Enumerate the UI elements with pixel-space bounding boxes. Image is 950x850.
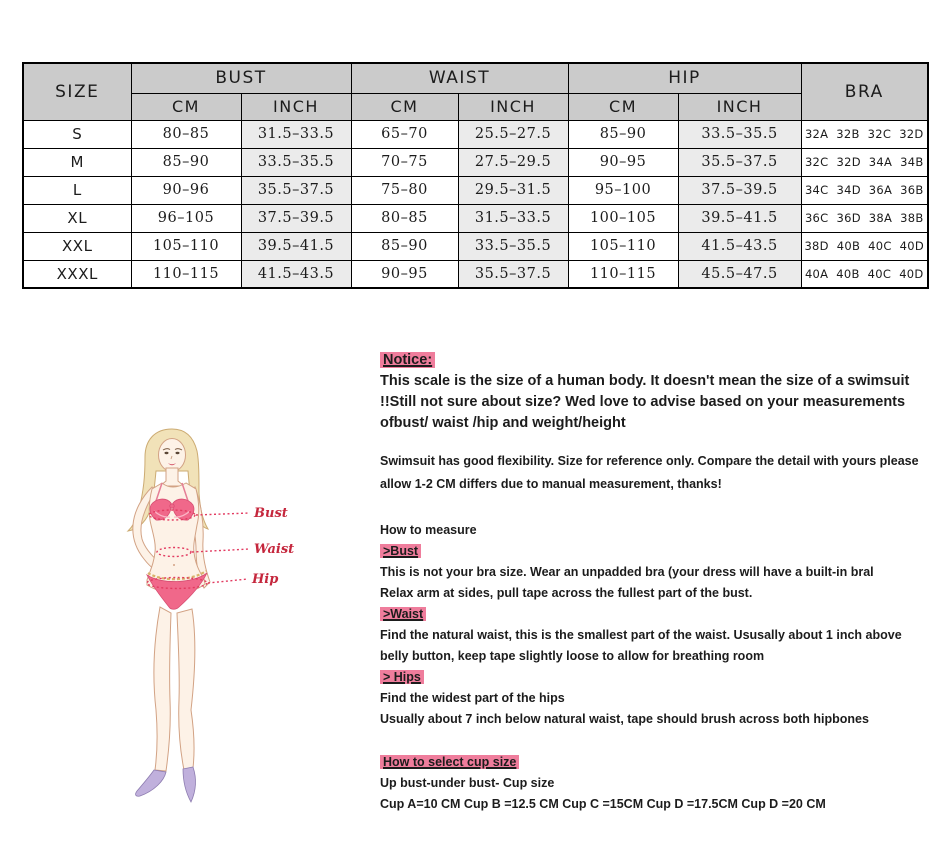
hips-instruction-line1: Find the widest part of the hips: [380, 691, 565, 705]
measurement-figure: [100, 425, 350, 820]
cell-bust-inch: 33.5–35.5: [241, 148, 351, 176]
cell-hip-inch: 33.5–35.5: [678, 120, 801, 148]
cell-waist-inch: 29.5–31.5: [458, 176, 568, 204]
header-waist: WAIST: [351, 63, 568, 93]
header-hip-cm: CM: [568, 93, 678, 120]
cell-hip-inch: 39.5–41.5: [678, 204, 801, 232]
figure-waist-label: Waist: [254, 542, 295, 557]
hips-instruction-line2: Usually about 7 inch below natural waist, tape should brush across both hipbones: [380, 712, 869, 726]
cell-bra: 32C 32D 34A 34B: [801, 148, 928, 176]
left-shoe: [136, 770, 166, 796]
header-bust: BUST: [131, 63, 351, 93]
cell-bust-cm: 85–90: [131, 148, 241, 176]
cell-waist-cm: 65–70: [351, 120, 458, 148]
flexibility-note: Swimsuit has good flexibility. Size for reference only. Compare the detail with yours please allow 1-2 CM differs due to manual measurement, thanks!: [380, 454, 919, 491]
table-row-m: [23, 148, 928, 176]
figure-left-leg: [154, 607, 171, 771]
cell-size: XXL: [23, 232, 131, 260]
cell-bra: 32A 32B 32C 32D: [801, 120, 928, 148]
bust-leader-line: [196, 513, 250, 515]
cell-waist-inch: 27.5–29.5: [458, 148, 568, 176]
cell-bust-inch: 41.5–43.5: [241, 260, 351, 288]
waist-heading: >Waist: [380, 607, 426, 621]
waist-instruction-line2: belly button, keep tape slightly loose to allow for breathing room: [380, 649, 765, 663]
bust-heading: >Bust: [380, 544, 421, 558]
figure-hip-label: Hip: [252, 572, 279, 587]
cell-bust-inch: 35.5–37.5: [241, 176, 351, 204]
header-size: SIZE: [23, 63, 131, 120]
cell-bra: 34C 34D 36A 36B: [801, 176, 928, 204]
cell-size: XL: [23, 204, 131, 232]
cell-hip-inch: 37.5–39.5: [678, 176, 801, 204]
table-header-row-groups: [23, 63, 928, 93]
cup-title-line: [380, 752, 932, 773]
cell-bust-cm: 80–85: [131, 120, 241, 148]
cell-bra: 40A 40B 40C 40D: [801, 260, 928, 288]
bust-instruction-line1: This is not your bra size. Wear an unpadded bra (your dress will have a built-in bral: [380, 565, 874, 579]
figure-right-leg: [177, 609, 195, 770]
cell-waist-inch: 33.5–35.5: [458, 232, 568, 260]
cell-bust-cm: 105–110: [131, 232, 241, 260]
cell-hip-inch: 41.5–43.5: [678, 232, 801, 260]
bust-instruction-line2: Relax arm at sides, pull tape across the fullest part of the bust.: [380, 586, 753, 600]
figure-head: [159, 439, 186, 472]
cell-hip-cm: 85–90: [568, 120, 678, 148]
cell-hip-cm: 105–110: [568, 232, 678, 260]
cell-hip-cm: 95–100: [568, 176, 678, 204]
hips-heading: > Hips: [380, 670, 424, 684]
cell-size: S: [23, 120, 131, 148]
waist-heading-line: [380, 604, 932, 625]
right-shoe: [183, 767, 195, 802]
cell-waist-inch: 25.5–27.5: [458, 120, 568, 148]
cell-hip-cm: 100–105: [568, 204, 678, 232]
cell-hip-inch: 45.5–47.5: [678, 260, 801, 288]
hip-leader-line: [208, 579, 248, 583]
waist-instruction-line1: Find the natural waist, this is the smallest part of the waist. Ususally about 1 inch above: [380, 628, 902, 642]
cell-size: M: [23, 148, 131, 176]
info-panel: [380, 350, 932, 815]
table-header-row-units: [23, 93, 928, 120]
table-row-xxl: [23, 232, 928, 260]
figure-illustration: [100, 425, 350, 820]
header-waist-cm: CM: [351, 93, 458, 120]
header-hip-inch: INCH: [678, 93, 801, 120]
size-chart-table: [22, 62, 929, 289]
cell-size: XXXL: [23, 260, 131, 288]
cell-bra: 38D 40B 40C 40D: [801, 232, 928, 260]
cell-bust-cm: 90–96: [131, 176, 241, 204]
cell-hip-cm: 90–95: [568, 148, 678, 176]
notice-body: This scale is the size of a human body. It doesn't mean the size of a swimsuit !!Still not sure about size? Wed love to advise based on your measurements ofbust/ waist /hip and weight/height: [380, 373, 910, 431]
cell-hip-cm: 110–115: [568, 260, 678, 288]
table-row-xl: [23, 204, 928, 232]
notice-heading: Notice:: [380, 352, 435, 368]
cell-waist-inch: 31.5–33.5: [458, 204, 568, 232]
header-bra: BRA: [801, 63, 928, 120]
header-bust-cm: CM: [131, 93, 241, 120]
cell-hip-inch: 35.5–37.5: [678, 148, 801, 176]
cell-bust-cm: 110–115: [131, 260, 241, 288]
cup-size-title: How to select cup size: [380, 755, 519, 769]
cell-waist-inch: 35.5–37.5: [458, 260, 568, 288]
cell-size: L: [23, 176, 131, 204]
figure-bust-label: Bust: [254, 506, 288, 521]
cell-waist-cm: 80–85: [351, 204, 458, 232]
cell-bra: 36C 36D 38A 38B: [801, 204, 928, 232]
table-row-l: [23, 176, 928, 204]
cell-bust-inch: 37.5–39.5: [241, 204, 351, 232]
table-row-xxxl: [23, 260, 928, 288]
cell-bust-cm: 96–105: [131, 204, 241, 232]
header-hip: HIP: [568, 63, 801, 93]
hips-heading-line: [380, 667, 932, 688]
cell-waist-cm: 70–75: [351, 148, 458, 176]
cell-waist-cm: 90–95: [351, 260, 458, 288]
cup-instruction-line1: Up bust-under bust- Cup size: [380, 776, 555, 790]
how-to-measure-title: How to measure: [380, 523, 477, 537]
cell-bust-inch: 39.5–41.5: [241, 232, 351, 260]
bust-heading-line: [380, 541, 932, 562]
cup-instruction-line2: Cup A=10 CM Cup B =12.5 CM Cup C =15CM Cup D =17.5CM Cup D =20 CM: [380, 797, 826, 811]
header-waist-inch: INCH: [458, 93, 568, 120]
header-bust-inch: INCH: [241, 93, 351, 120]
cell-waist-cm: 85–90: [351, 232, 458, 260]
cell-bust-inch: 31.5–33.5: [241, 120, 351, 148]
table-row-s: [23, 120, 928, 148]
cell-waist-cm: 75–80: [351, 176, 458, 204]
notice-block: [380, 350, 932, 434]
